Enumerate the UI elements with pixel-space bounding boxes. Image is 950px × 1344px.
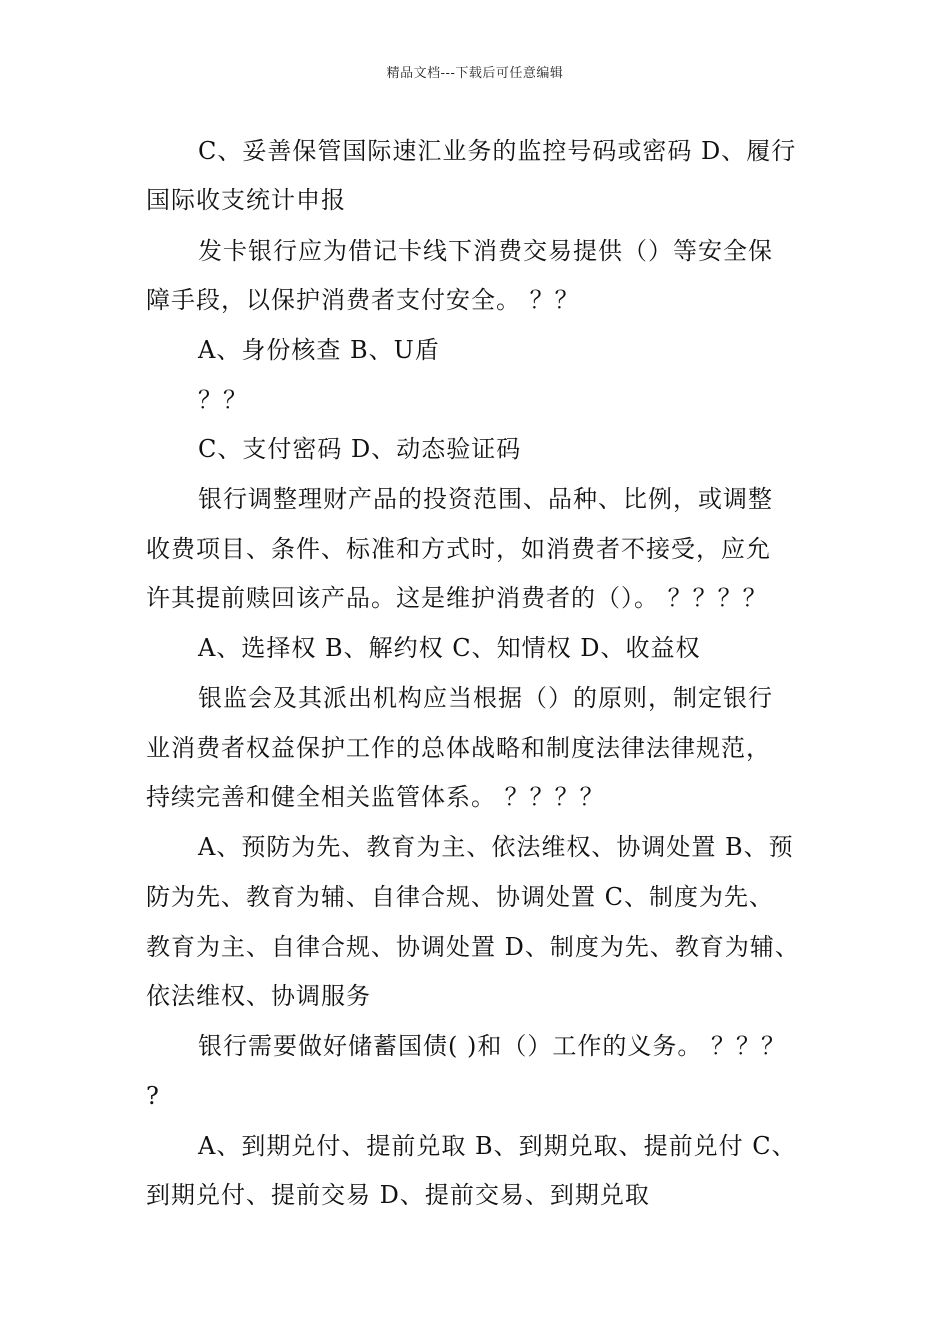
text-line: 依法维权、协调服务 [146,982,371,1010]
text-line: C、支付密码 D、动态验证码 [198,435,522,463]
text-line: 防为先、教育为辅、自律合规、协调处置 C、制度为先、 [146,883,774,911]
text-line: 障手段，以保护消费者支付安全。 ？？ [146,286,580,314]
page-header: 精品文档---下载后可任意编辑 [386,66,564,81]
text-line: 许其提前赎回该产品。这是维护消费者的（）。 ？？？？ [146,584,768,612]
text-line: 到期兑付、提前交易 D、提前交易、到期兑取 [146,1181,650,1209]
text-line: A、预防为先、教育为主、依法维权、协调处置 B、预 [198,833,794,861]
text-line: A、选择权 B、解约权 C、知情权 D、收益权 [198,634,701,662]
text-line: 教育为主、自律合规、协调处置 D、制度为先、教育为辅、 [146,933,800,961]
text-line: 发卡银行应为借记卡线下消费交易提供（）等安全保 [198,237,773,265]
text-line: ？？ [198,386,248,414]
text-line: 银行调整理财产品的投资范围、品种、比例，或调整 [198,485,773,513]
text-line: 银监会及其派出机构应当根据（）的原则，制定银行 [198,684,773,712]
text-line: A、身份核查 B、U盾 [198,336,440,364]
text-line: 银行需要做好储蓄国债( )和（）工作的义务。 ？？？ [198,1032,786,1060]
text-line: ? [146,1082,160,1110]
text-line: 收费项目、条件、标准和方式时，如消费者不接受，应允 [146,535,771,563]
text-line: 业消费者权益保护工作的总体战略和制度法律法律规范， [146,734,771,762]
text-line: C、妥善保管国际速汇业务的监控号码或密码 D、履行 [198,137,797,165]
text-line: 持续完善和健全相关监管体系。 ？？？？ [146,783,605,811]
text-line: A、到期兑付、提前兑取 B、到期兑取、提前兑付 C、 [198,1132,797,1160]
text-line: 国际收支统计申报 [146,186,346,214]
